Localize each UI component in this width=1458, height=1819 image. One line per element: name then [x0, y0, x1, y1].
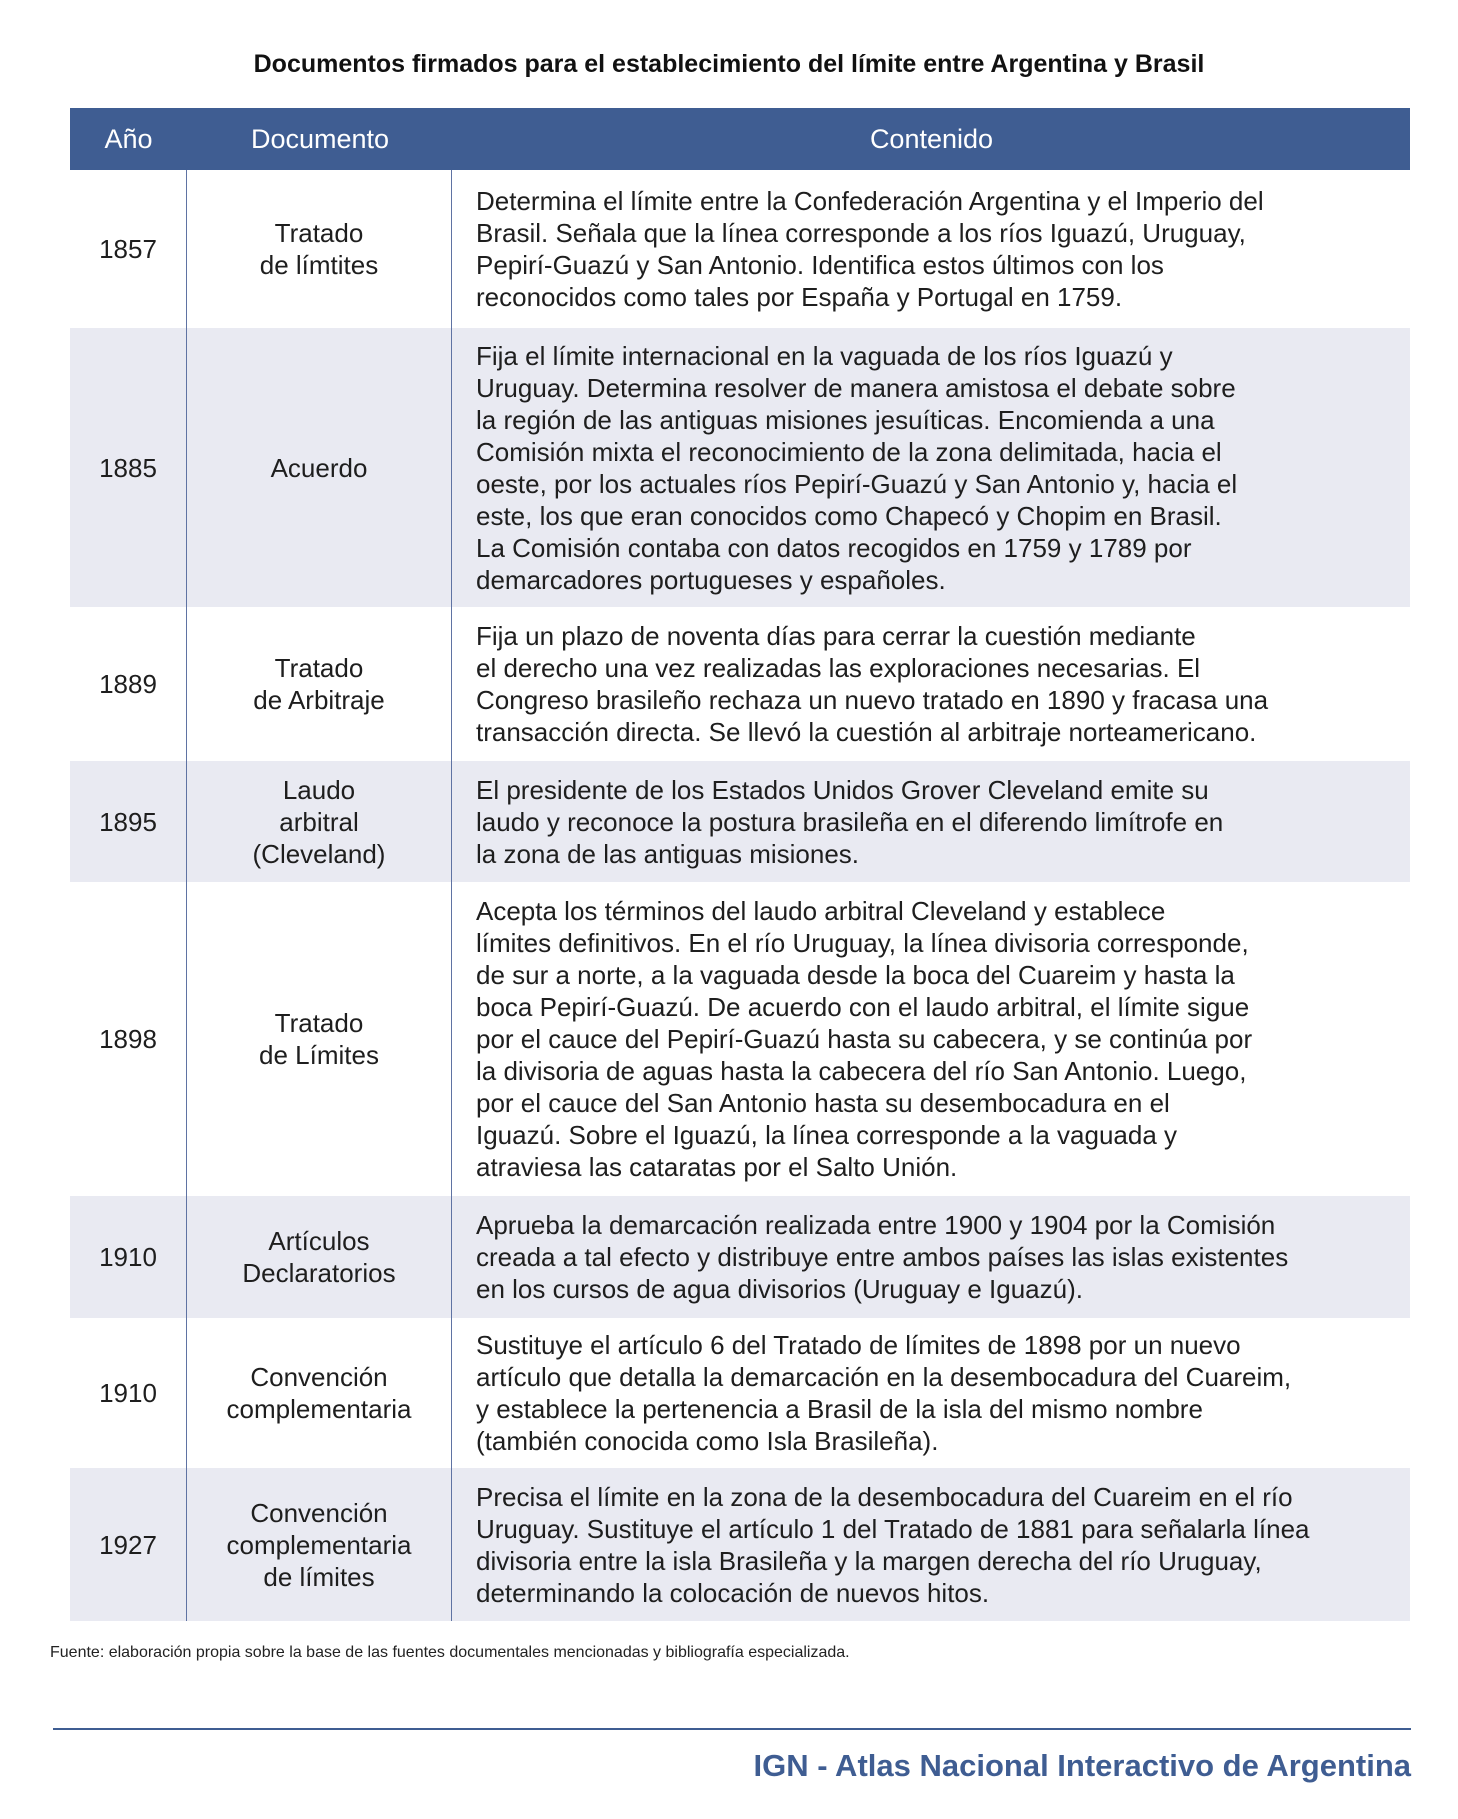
row-year: 1889 [70, 607, 187, 761]
row-year: 1910 [70, 1318, 187, 1468]
table-row [70, 882, 1410, 1196]
header-document: Documento [250, 123, 390, 154]
table-row [70, 170, 1410, 328]
footer-brand: IGN - Atlas Nacional Interactivo de Argentina [753, 1748, 1411, 1783]
source-note: Fuente: elaboración propia sobre la base de las fuentes documentales mencionadas y bibliografía especializada. [50, 1644, 850, 1661]
row-year: 1895 [70, 761, 187, 882]
row-document: Acuerdo [187, 328, 452, 607]
table-row [70, 1318, 1410, 1468]
row-document: Convención complementaria de límites [187, 1468, 452, 1621]
row-content: Fija un plazo de noventa días para cerrar la cuestión mediante el derecho una vez realizadas las exploraciones necesarias. El Congreso brasileño rechaza un nuevo tratado en 1890 y fracasa una transacción directa. Se llevó la cuestión al arbitraje norteamericano. [476, 621, 1269, 747]
row-document: Tratado de Arbitraje [187, 607, 452, 761]
row-document: Laudo arbitral (Cleveland) [187, 761, 452, 882]
table-row [70, 328, 1410, 607]
page-title: Documentos firmados para el establecimiento del límite entre Argentina y Brasil [253, 50, 1205, 78]
table-row [70, 1468, 1410, 1621]
row-content: Acepta los términos del laudo arbitral Cleveland y establece límites definitivos. En el río Uruguay, la línea divisoria corresponde, de sur a norte, a la vaguada desde la boca del Cuareim y hasta la boca Pepirí-Guazú. De acuerdo con el laudo arbitral, el límite sigue por el cauce del Pepirí-Guazú hasta su cabecera, y se continúa por la divisoria de aguas hasta la cabecera del río San Antonio. Luego, por el cauce del San Antonio hasta su desembocadura en el Iguazú. Sobre el Iguazú, la línea corresponde a la vaguada y atraviesa las cataratas por el Salto Unión. [476, 896, 1253, 1182]
row-document: Artículos Declaratorios [187, 1196, 452, 1318]
header-year: Año [104, 123, 153, 154]
row-document: Tratado de Límites [187, 882, 452, 1196]
table-row [70, 607, 1410, 761]
row-content: Determina el límite entre la Confederación Argentina y el Imperio del Brasil. Señala que la línea corresponde a los ríos Iguazú, Uruguay, Pepirí-Guazú y San Antonio. Identifica estos últimos con los reconocidos como tales por España y Portugal en 1759. [476, 186, 1264, 312]
footer-divider [53, 1728, 1411, 1730]
table-row [70, 761, 1410, 882]
table-header [70, 108, 1410, 170]
row-document: Convención complementaria [187, 1318, 452, 1468]
row-content: Sustituye el artículo 6 del Tratado de límites de 1898 por un nuevo artículo que detalla la demarcación en la desembocadura del Cuareim, y establece la pertenencia a Brasil de la isla del mismo nombre (también conocida como Isla Brasileña). [476, 1330, 1292, 1456]
row-content: El presidente de los Estados Unidos Grover Cleveland emite su laudo y reconoce la postura brasileña en el diferendo limítrofe en la zona de las antiguas misiones. [476, 774, 1224, 869]
row-content: Precisa el límite en la zona de la desembocadura del Cuareim en el río Uruguay. Sustituye el artículo 1 del Tratado de 1881 para señalarla línea divisoria entre la isla Brasileña y la margen derecha del río Uruguay, determinando la colocación de nuevos hitos. [476, 1481, 1310, 1608]
documents-table [70, 108, 1410, 1621]
row-content: Aprueba la demarcación realizada entre 1900 y 1904 por la Comisión creada a tal efecto y distribuye entre ambos países las islas existentes en los cursos de agua divisorios (Uruguay e Iguazú). [476, 1210, 1289, 1304]
header-content: Contenido [869, 123, 994, 154]
row-year: 1857 [70, 170, 187, 328]
row-year: 1898 [70, 882, 187, 1196]
row-document: Tratado de límtites [187, 170, 452, 328]
table-row [70, 1196, 1410, 1318]
row-content: Fija el límite internacional en la vaguada de los ríos Iguazú y Uruguay. Determina resolver de manera amistosa el debate sobre la región de las antiguas misiones jesuíticas. Encomienda a una Comisión mixta el reconocimiento de la zona delimitada, hacia el oeste, por los actuales ríos Pepirí-Guazú y San Antonio y, hacia el este, los que eran conocidos como Chapecó y Chopim en Brasil. La Comisión contaba con datos recogidos en 1759 y 1789 por demarcadores portugueses y españoles. [476, 340, 1238, 595]
row-year: 1885 [70, 328, 187, 607]
row-year: 1927 [70, 1468, 187, 1621]
row-year: 1910 [70, 1196, 187, 1318]
